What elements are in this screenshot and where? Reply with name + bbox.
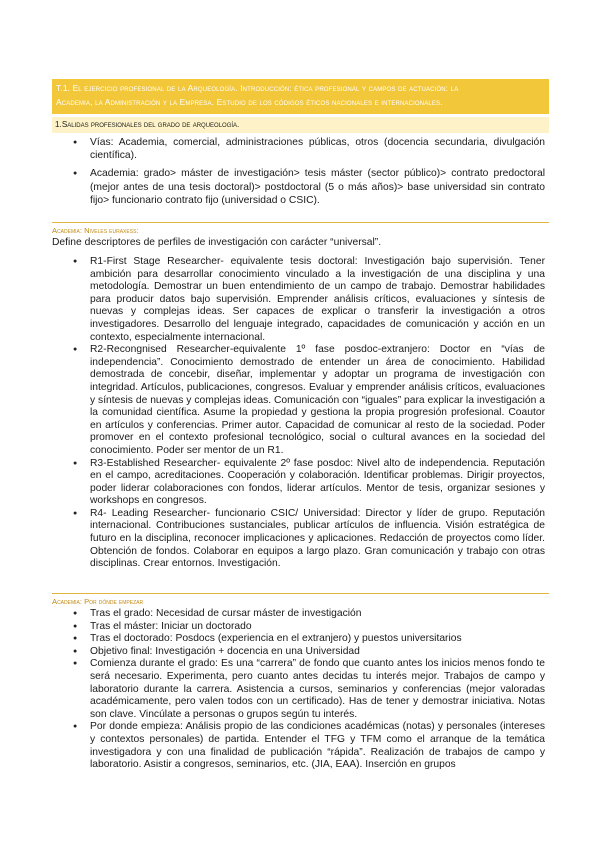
section-heading-empezar: Academia: Por dónde empezar (52, 593, 549, 607)
topic-title-line-2: Academia, la Administración y la Empresa. Estudio de los códigos éticos nacionales e internacionales. (56, 97, 443, 107)
topic-title-line-1: T.1. El ejercicio profesional de la Arqueología. Introducción: ética profesional y campos de actuación: la (56, 83, 459, 93)
list-item: ● Tras el máster: Iniciar un doctorado (90, 621, 545, 634)
list-item: ● Comienza durante el grado: Es una “carrera” de fondo que cuanto antes los inicios menos fondo te será necesario. Experimenta, pero cuanto antes decidas tu interés mejor. Trabajos de campo y laboratorio durante la carrera. Asistencia a cursos, seminarios y conferencias (mejor valoradas académicamente, pero valen todos con un certificado). Has de tener y demostrar iniciativa. Notas son clave. Vincúlate a personas o grupos según tu interés. (90, 658, 545, 721)
list-item: ● R2-Recongnised Researcher-equivalente 1º fase posdoc-extranjero: Doctor en “vías de independencia”. Conocimiento demostrado de entender un área de conocimiento. Habilidad demostrada de concebir, diseñar, implementar y adoptar un programa de investigación con integridad. Artículos, publicaciones, congresos. Evaluar y emprender análisis críticos, evaluaciones y síntesis de nuevas y complejas ideas. Comunicación con “iguales” para explicar la investigación a la comunidad científica. Asume la propiedad y gestiona la propia progresión profesional. Coautor en artículos y conferencias. Primer autor. Capacidad de comunicar al resto de la sociedad. Poder promover en el contexto profesional tecnológico, social o cultural avances en la sociedad del conocimiento. Poder ser mentor de un R1. (90, 344, 545, 457)
topic-title (52, 79, 549, 114)
list-item: ● R1-First Stage Researcher- equivalente tesis doctoral: Investigación bajo supervisión. Tener ambición para desarrollar conocimiento vinculado a la investigación de una disciplina y una metodología. Demostrar un buen entendimiento de un campo de trabajo. Demostrar habilidades para producir datos bajo supervisión. Emprender análisis críticos, evaluaciones y síntesis de nuevas y complejas ideas. Ser capaces de explicar o transferir la investigación a otros investigadores. Desarrollo del lenguaje integrado, capacidades de comunicación y acción en un contexto, especialmente internacional. (90, 256, 545, 344)
list-item: ● Tras el doctorado: Posdocs (experiencia en el extranjero) y puestos universitarios (90, 633, 545, 646)
section-heading-niveles: Academia: Niveles euraxess: (52, 222, 549, 236)
list-item: ● Tras el grado: Necesidad de cursar máster de investigación (90, 608, 545, 621)
salidas-list (90, 136, 545, 212)
list-item: ● R3-Established Researcher- equivalente 2º fase posdoc: Nivel alto de independencia. Reputación en el campo, acreditaciones. Cooperación y colaboración. Identificar problemas. Dirigir proyectos, poder liderar colaboraciones con fondos, liderar artículos. Mentor de tesis, organizar sesiones y workshops en congresos. (90, 458, 545, 508)
list-item: ● R4- Leading Researcher- funcionario CSIC/ Universidad: Director y líder de grupo. Reputación internacional. Contribuciones sustanciales, publicar artículos de influencia. Visión estratégica de futuro en la disciplina, reconocer implicaciones y aplicaciones. Redacción de proyectos como líder. Obtención de fondos. Colaborar en equipos a largo plazo. Gran comunicación y trabajo con otras disciplinas. Crear entornos. Investigación. (90, 508, 545, 571)
list-item: ● Academia: grado> máster de investigación> tesis máster (sector público)> contrato predoctoral (mejor antes de una tesis doctoral)> postdoctoral (5 o más años)> base universidad sin contrato fijo> funcionario contrato fijo (universidad o CSIC). (90, 167, 545, 207)
list-item: ● Por donde empieza: Análisis propio de las condiciones académicas (notas) y personales (intereses y contextos personales) de partida. Entender el TFG y TFM como el arranque de la temática investigadora y con una finalidad de publicación “rápida”. Realización de trabajos de campo y laboratorio. Asistir a congresos, seminarios, etc. (JIA, EAA). Inserción en grupos (90, 721, 545, 771)
list-item: ● Objetivo final: Investigación + docencia en una Universidad (90, 646, 545, 659)
niveles-list (90, 256, 545, 571)
list-item: ● Vías: Academia, comercial, administraciones públicas, otros (docencia secundaria, divulgación científica). (90, 136, 545, 162)
section-heading-salidas: 1.Salidas profesionales del grado de arqueología. (52, 117, 549, 133)
niveles-intro: Define descriptores de perfiles de investigación con carácter “universal”. (52, 237, 382, 248)
empezar-list (90, 608, 545, 772)
